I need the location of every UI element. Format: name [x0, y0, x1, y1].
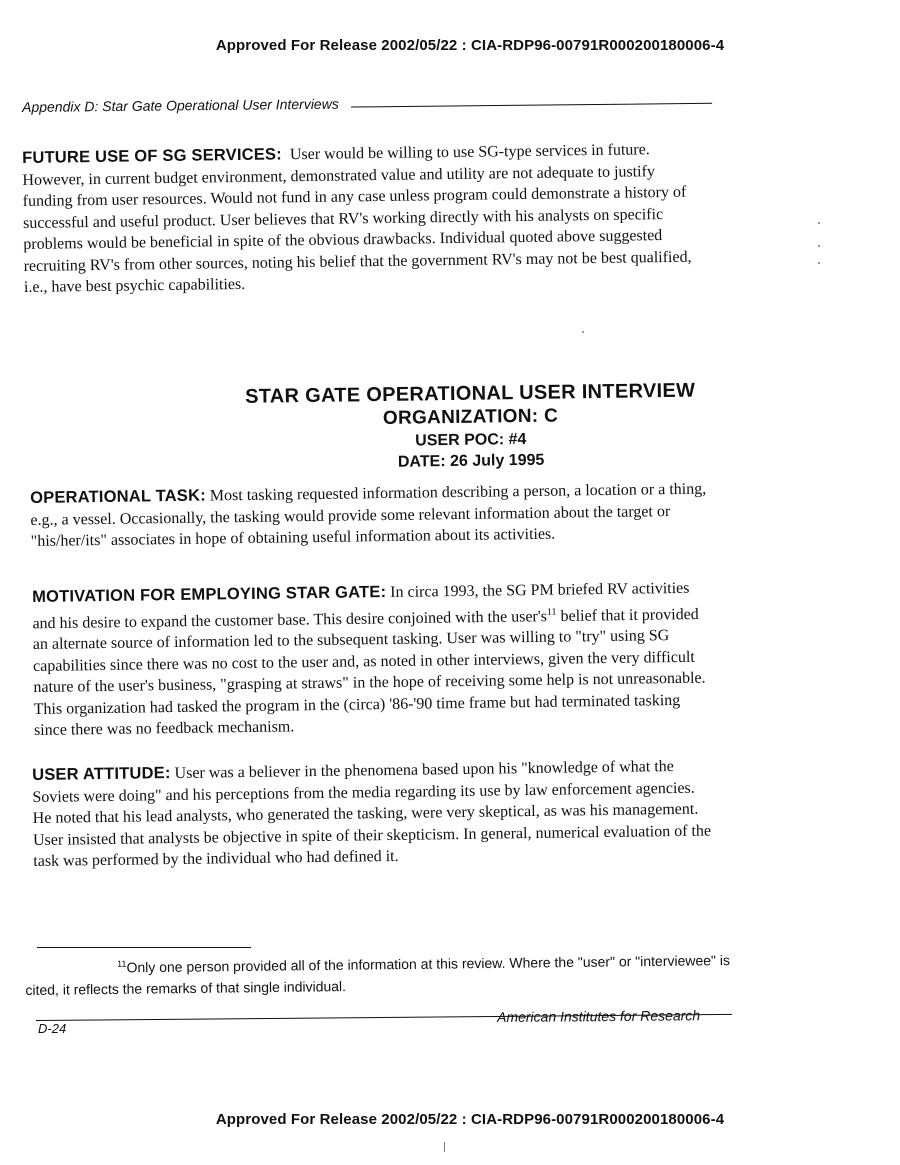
interview-poc: USER POC: #4 — [415, 430, 527, 450]
user-attitude-paragraph — [32, 756, 713, 873]
release-footer: Approved For Release 2002/05/22 : CIA-RDP96-00791R000200180006-4 — [215, 1111, 725, 1128]
page-number: D-24 — [38, 1021, 67, 1036]
footnote — [25, 946, 736, 1000]
motivation-text: In circa 1993, the SG PM briefed RV activities and his desire to expand the customer base. This desire conjoined with the user's — [32, 579, 690, 632]
scan-speck — [444, 1142, 445, 1152]
operational-task-text: Most tasking requested information describing a person, a location or a thing, e.g., a vessel. Occasionally, the tasking would provide some relevant information about the target or "his/her/its" associates in hope of obtaining useful information about its activities. — [30, 480, 707, 550]
motivation-heading: MOTIVATION FOR EMPLOYING STAR GATE: — [32, 583, 387, 606]
motivation-paragraph — [32, 578, 714, 742]
running-head-rule — [351, 102, 712, 108]
user-attitude-text: User was a believer in the phenomena based upon his "knowledge of what the Soviets were doing" and his perceptions from the media regarding its use by law enforcement agencies. He noted that his lead analysts, who generated the tasking, were very skeptical, as was his management. User insisted that analysts be objective in spite of their skepticism. In general, numerical evaluation of the task was performed by the individual who had defined it. — [32, 758, 712, 870]
footnote-marker: 11 — [117, 958, 127, 969]
future-use-heading: FUTURE USE OF SG SERVICES: — [22, 145, 283, 167]
future-use-text: User would be willing to use SG-type services in future. However, in current budget environment, demonstrated value and utility are not adequate to justify funding from user resources. Would not fund in any case unless program could demonstrate a history of successful and useful product. User believes that RV's working directly with his analysts on specific problems would be beneficial in spite of the obvious drawbacks. Individual quoted above suggested recruiting RV's from other sources, noting his belief that the government RV's may not be best qualified, i.e., have best psychic capabilities. — [22, 141, 692, 296]
scan-speck — [818, 262, 820, 264]
operational-task-heading: OPERATIONAL TASK: — [30, 486, 206, 507]
interview-header — [0, 376, 900, 479]
running-head — [22, 92, 722, 115]
scan-speck — [818, 222, 820, 224]
footer-organization: American Institutes for Research — [497, 1007, 701, 1025]
footnote-text: Only one person provided all of the information at this review. Where the "user" or "interviewee" is cited, it reflects the remarks of that single individual. — [25, 952, 731, 998]
interview-title: STAR GATE OPERATIONAL USER INTERVIEW — [244, 379, 696, 408]
scan-speck — [582, 331, 584, 333]
running-head-text: Appendix D: Star Gate Operational User Interviews — [22, 95, 339, 115]
footnote-reference: 11 — [546, 606, 557, 618]
interview-organization: ORGANIZATION: C — [382, 405, 559, 429]
scan-speck — [818, 245, 820, 247]
footnote-rule — [37, 947, 251, 948]
motivation-text-continued: belief that it provided an alternate source of information led to the subsequent tasking. User was willing to "try" using SG capabilities since there was no cost to the user and, as noted in other interviews, given the very difficult nature of the user's business, "grasping at straws" in the hope of receiving some help is not unreasonable. This organization had tasked the program in the (circa) '86-'90 time frame but had terminated tasking since there was no feedback mechanism. — [32, 605, 706, 740]
operational-task-paragraph — [30, 479, 711, 553]
future-use-paragraph — [22, 139, 704, 299]
interview-date: DATE: 26 July 1995 — [397, 451, 545, 471]
user-attitude-heading: USER ATTITUDE: — [32, 764, 171, 784]
release-header: Approved For Release 2002/05/22 : CIA-RDP96-00791R000200180006-4 — [215, 37, 725, 54]
